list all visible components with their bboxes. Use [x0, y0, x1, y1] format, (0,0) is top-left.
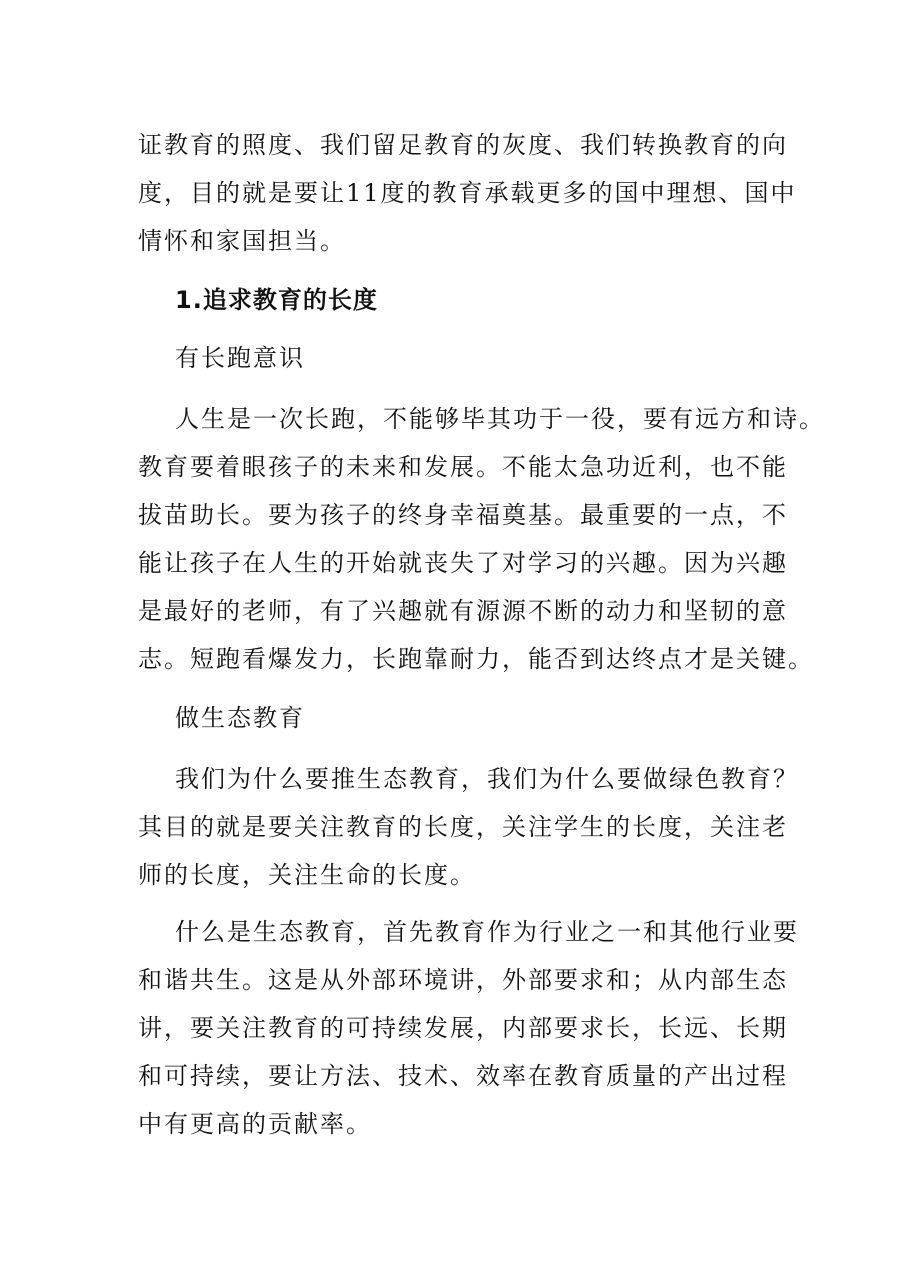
intro-line-2: 度，目的就是要让11度的教育承载更多的国中理想、国中 [138, 179, 797, 207]
subheading-eco-education: 做生态教育 [175, 704, 305, 732]
para2-line-2: 其目的就是要关注教育的长度，关注学生的长度，关注老 [138, 813, 788, 841]
para1-line-4: 能让孩子在人生的开始就丧失了对学习的兴趣。因为兴趣 [138, 549, 788, 577]
para1-line-5: 是最好的老师，有了兴趣就有源源不断的动力和坚韧的意 [138, 597, 788, 625]
para2-line-1: 我们为什么要推生态教育，我们为什么要做绿色教育？ [175, 765, 799, 793]
para3-line-1: 什么是生态教育，首先教育作为行业之一和其他行业要 [175, 918, 799, 946]
subheading-long-run: 有长跑意识 [175, 344, 305, 372]
para3-line-3: 讲，要关注教育的可持续发展，内部要求长，长远、长期 [138, 1014, 788, 1042]
para3-line-4: 和可持续，要让方法、技术、效率在教育质量的产出过程 [138, 1062, 788, 1090]
para3-line-5: 中有更高的贡献率。 [138, 1110, 372, 1138]
para2-line-3: 师的长度，关注生命的长度。 [138, 861, 476, 889]
para1-line-6: 志。短跑看爆发力，长跑靠耐力，能否到达终点才是关键。 [138, 645, 814, 673]
intro-line-3: 情怀和家国担当。 [138, 227, 346, 255]
para3-line-2: 和谐共生。这是从外部环境讲，外部要求和；从内部生态 [138, 966, 788, 994]
section-heading: 1.追求教育的长度 [175, 286, 378, 314]
intro-line-1: 证教育的照度、我们留足教育的灰度、我们转换教育的向 [138, 131, 788, 159]
para1-line-1: 人生是一次长跑，不能够毕其功于一役，要有远方和诗。 [175, 405, 825, 433]
para1-line-3: 拔苗助长。要为孩子的终身幸福奠基。最重要的一点，不 [138, 501, 788, 529]
para1-line-2: 教育要着眼孩子的未来和发展。不能太急功近利，也不能 [138, 453, 788, 481]
